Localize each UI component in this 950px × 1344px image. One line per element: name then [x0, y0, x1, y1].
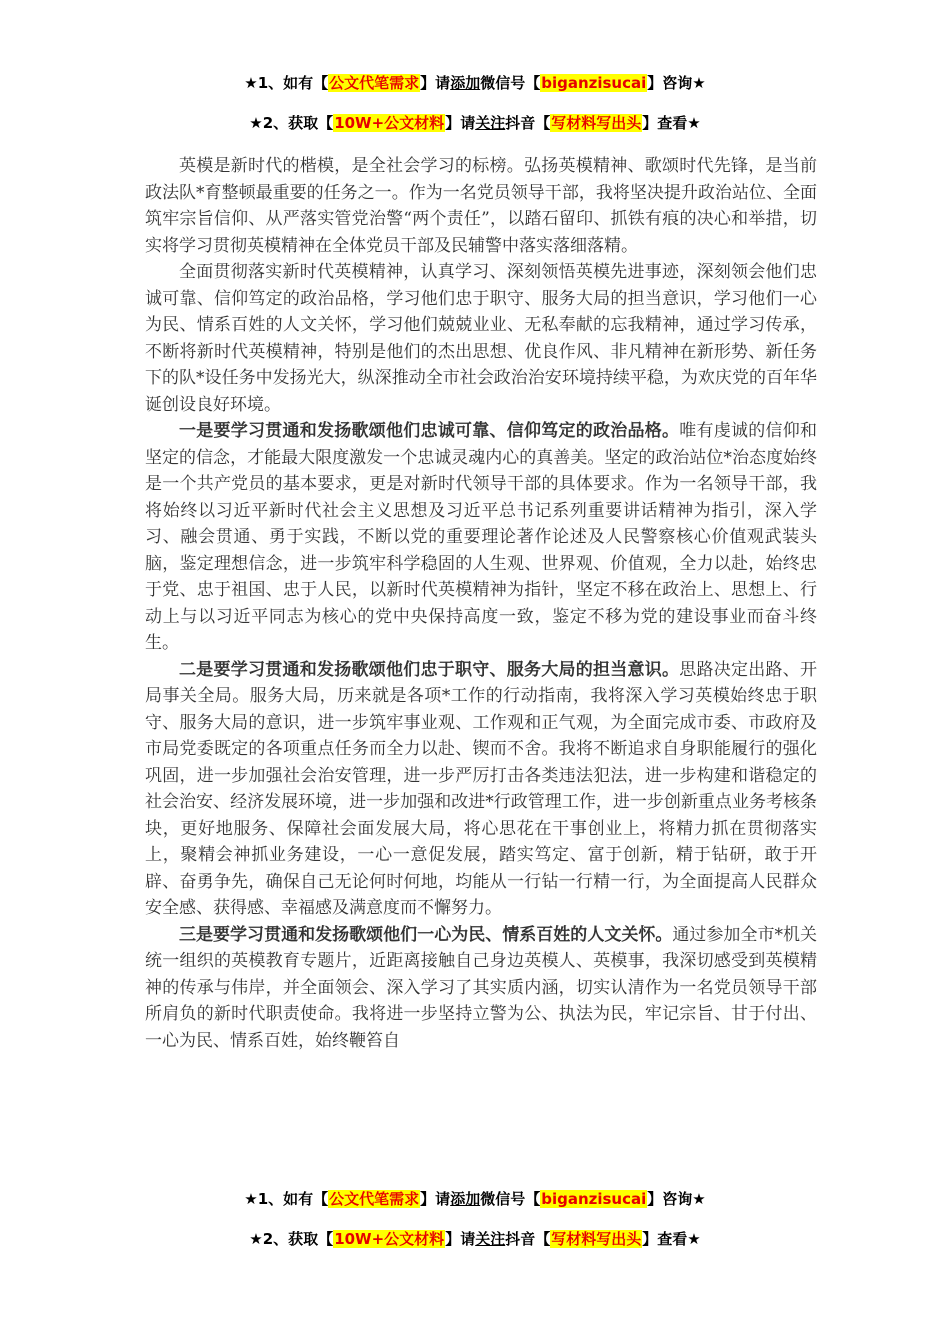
paragraph — [145, 418, 817, 657]
banner-text: ★1、如有【 — [244, 1190, 329, 1208]
banner-highlight: 公文代笔需求 — [329, 74, 420, 92]
banner-text: 抖音【 — [505, 1230, 551, 1248]
banner-text: ★2、获取【 — [249, 1230, 334, 1248]
banner-text: 】请 — [445, 114, 476, 132]
banner-text: 微信号【 — [480, 74, 541, 92]
banner-text: 】咨询★ — [647, 1190, 706, 1208]
banner-text: 】查看★ — [642, 114, 701, 132]
banner-underlined-text: 添加 — [450, 1190, 481, 1208]
paragraph-heading: 二是要学习贯通和发扬歌颂他们忠于职守、服务大局的担当意识。 — [179, 659, 680, 680]
paragraph — [145, 922, 817, 1055]
banner-highlight: 10W+公文材料 — [334, 1230, 445, 1248]
banner-text: 】查看★ — [642, 1230, 701, 1248]
paragraph-text: 通过参加全市*机关统一组织的英模教育专题片，近距离接触自己身边英模人、英模事，我深切感受到英模精神的传承与伟岸，并全面领会、深入学习了其实质内涵，切实认清作为一名党员领导干部所肩负的新时代职责使命。我将进一步坚持立警为公、执法为民，牢记宗旨、甘于付出、一心为民、情系百姓，始终鞭笞自 — [145, 924, 817, 1051]
banner-text: 】请 — [445, 1230, 476, 1248]
banner-highlight: biganzisucai — [541, 1190, 647, 1208]
paragraph — [145, 259, 817, 418]
banner-highlight: 公文代笔需求 — [329, 1190, 420, 1208]
promo-banner-top-1 — [0, 72, 950, 94]
banner-text: 微信号【 — [480, 1190, 541, 1208]
banner-highlight: biganzisucai — [541, 74, 647, 92]
banner-underlined-text: 添加 — [450, 74, 481, 92]
banner-underlined-text: 关注 — [475, 1230, 506, 1248]
paragraph-text: 英模是新时代的楷模，是全社会学习的标榜。弘扬英模精神、歌颂时代先锋，是当前政法队*育整顿最重要的任务之一。作为一名党员领导干部，我将坚决提升政治站位、全面筑牢宗旨信仰、从严落实管党治警“两个责任”，以踏石留印、抓铁有痕的决心和举措，切实将学习贯彻英模精神在全体党员干部及民辅警中落实落细落精。 — [145, 156, 817, 256]
promo-banner-bottom-2 — [0, 1228, 950, 1250]
paragraph-text: 思路决定出路、开局事关全局。服务大局，历来就是各项*工作的行动指南，我将深入学习英模始终忠于职守、服务大局的意识，进一步筑牢事业观、工作观和正气观，为全面完成市委、市政府及市局党委既定的各项重点任务而全力以赴、锲而不舍。我将不断追求自身职能履行的强化巩固，进一步加强社会治安管理，进一步严厉打击各类违法犯法，进一步构建和谐稳定的社会治安、经济发展环境，进一步加强和改进*行政管理工作，进一步创新重点业务考核条块，更好地服务、保障社会面发展大局，将心思花在干事创业上，将精力抓在贯彻落实上，聚精会神抓业务建设，一心一意促发展，踏实笃定、富于创新，精于钻研，敢于开辟、奋勇争先，确保自己无论何时何地，均能从一行钻一行精一行，为全面提高人民群众安全感、获得感、幸福感及满意度而不懈努力。 — [145, 659, 817, 918]
paragraph-text: 全面贯彻落实新时代英模精神，认真学习、深刻领悟英模先进事迹，深刻领会他们忠诚可靠、信仰笃定的政治品格，学习他们忠于职守、服务大局的担当意识，学习他们一心为民、情系百姓的人文关怀，学习他们兢兢业业、无私奉献的忘我精神，通过学习传承，不断将新时代英模精神，特别是他们的杰出思想、优良作风、非凡精神在新形势、新任务下的队*设任务中发扬光大，纵深推动全市社会政治治安环境持续平稳，为欢庆党的百年华诞创设良好环境。 — [145, 262, 817, 415]
banner-text: 抖音【 — [505, 114, 551, 132]
banner-highlight: 写材料写出头 — [551, 1230, 642, 1248]
paragraph-text: 唯有虔诚的信仰和坚定的信念，才能最大限度激发一个忠诚灵魂内心的真善美。坚定的政治站位*治态度始终是一个共产党员的基本要求，更是对新时代领导干部的具体要求。作为一名领导干部，我将始终以习近平新时代社会主义思想及习近平总书记系列重要讲话精神为指引，深入学习、融会贯通、勇于实践，不断以党的重要理论著作论述及人民警察核心价值观武装头脑，鉴定理想信念，进一步筑牢科学稳固的人生观、世界观、价值观，全力以赴，始终忠于党、忠于祖国、忠于人民，以新时代英模精神为指针，坚定不移在政治上、思想上、行动上与以习近平同志为核心的党中央保持高度一致，鉴定不移为党的建设事业而奋斗终生。 — [145, 421, 817, 653]
banner-text: ★1、如有【 — [244, 74, 329, 92]
paragraph — [145, 657, 817, 922]
banner-underlined-text: 关注 — [475, 114, 506, 132]
paragraph-heading: 三是要学习贯通和发扬歌颂他们一心为民、情系百姓的人文关怀。 — [179, 924, 673, 945]
banner-text: 】咨询★ — [647, 74, 706, 92]
banner-text: 】请 — [420, 74, 451, 92]
paragraph — [145, 153, 817, 259]
banner-text: 】请 — [420, 1190, 451, 1208]
banner-text: ★2、获取【 — [249, 114, 334, 132]
promo-banner-bottom-1 — [0, 1188, 950, 1210]
promo-banner-top-2 — [0, 112, 950, 134]
banner-highlight: 写材料写出头 — [551, 114, 642, 132]
paragraph-heading: 一是要学习贯通和发扬歌颂他们忠诚可靠、信仰笃定的政治品格。 — [179, 421, 680, 441]
banner-highlight: 10W+公文材料 — [334, 114, 445, 132]
document-body — [145, 153, 817, 1054]
